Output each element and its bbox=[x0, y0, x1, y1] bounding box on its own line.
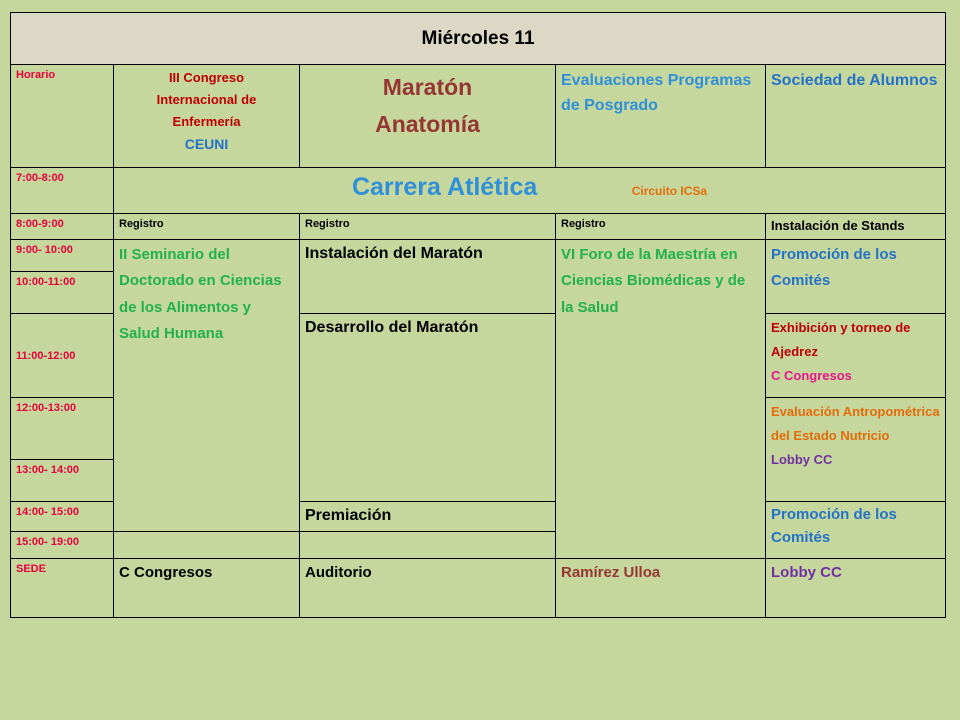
sede-sociedad: Lobby CC bbox=[766, 559, 946, 618]
evaluacion-cell bbox=[766, 398, 946, 502]
empty-cell bbox=[114, 532, 300, 559]
exhibicion-cell bbox=[766, 314, 946, 398]
registro-congreso: Registro bbox=[114, 214, 300, 240]
sociedad-header: Sociedad de Alumnos bbox=[766, 65, 946, 168]
carrera-title: Carrera Atlética bbox=[351, 173, 538, 201]
time-slot: 8:00-9:00 bbox=[11, 214, 114, 240]
empty-cell bbox=[300, 532, 556, 559]
exhibicion-title: Exhibición y torneo de Ajedrez bbox=[771, 320, 911, 360]
instalacion-maraton: Instalación del Maratón bbox=[300, 240, 556, 314]
sede-label: SEDE bbox=[11, 559, 114, 618]
exhibicion-sede: C Congresos bbox=[771, 368, 852, 384]
sede-maraton: Auditorio bbox=[300, 559, 556, 618]
evaluaciones-header: Evaluaciones Programas de Posgrado bbox=[556, 65, 766, 168]
maraton-title-1: Maratón bbox=[382, 74, 473, 100]
sede-evaluaciones: Ramírez Ulloa bbox=[556, 559, 766, 618]
foro-cell: VI Foro de la Maestría en Ciencias Biomédicas y de la Salud bbox=[556, 240, 766, 559]
congreso-header bbox=[114, 65, 300, 168]
time-slot: 14:00- 15:00 bbox=[11, 502, 114, 532]
carrera-location: Circuito ICSa bbox=[631, 184, 708, 198]
congreso-title-3: Enfermería bbox=[172, 114, 241, 130]
time-slot: 12:00-13:00 bbox=[11, 398, 114, 460]
seminario-cell: II Seminario del Doctorado en Ciencias de los Alimentos y Salud Humana bbox=[114, 240, 300, 532]
time-slot: 9:00- 10:00 bbox=[11, 240, 114, 272]
sede-congreso: C Congresos bbox=[114, 559, 300, 618]
promocion-cell: Promoción de los Comités bbox=[766, 240, 946, 314]
instalacion-stands: Instalación de Stands bbox=[766, 214, 946, 240]
maraton-header bbox=[300, 65, 556, 168]
desarrollo-maraton: Desarrollo del Maratón bbox=[300, 314, 556, 502]
registro-evaluaciones: Registro bbox=[556, 214, 766, 240]
maraton-title-2: Anatomía bbox=[375, 110, 480, 137]
time-slot: 11:00-12:00 bbox=[11, 314, 114, 398]
evaluacion-title: Evaluación Antropométrica del Estado Nutricio bbox=[771, 404, 940, 444]
congreso-title-4: CEUNI bbox=[184, 136, 229, 153]
time-slot: 15:00- 19:00 bbox=[11, 532, 114, 559]
registro-maraton: Registro bbox=[300, 214, 556, 240]
horario-header: Horario bbox=[11, 65, 114, 168]
congreso-title-2: Internacional de bbox=[156, 92, 257, 108]
time-slot: 7:00-8:00 bbox=[11, 168, 114, 214]
promocion-cell-2: Promoción de los Comités bbox=[766, 502, 946, 559]
premiacion-cell: Premiación bbox=[300, 502, 556, 532]
day-title: Miércoles 11 bbox=[11, 13, 946, 65]
time-slot: 13:00- 14:00 bbox=[11, 460, 114, 502]
congreso-title-1: III Congreso bbox=[168, 70, 245, 85]
time-slot: 10:00-11:00 bbox=[11, 272, 114, 314]
evaluacion-sede: Lobby CC bbox=[771, 452, 833, 468]
schedule-table bbox=[10, 12, 946, 618]
carrera-cell bbox=[114, 168, 946, 214]
